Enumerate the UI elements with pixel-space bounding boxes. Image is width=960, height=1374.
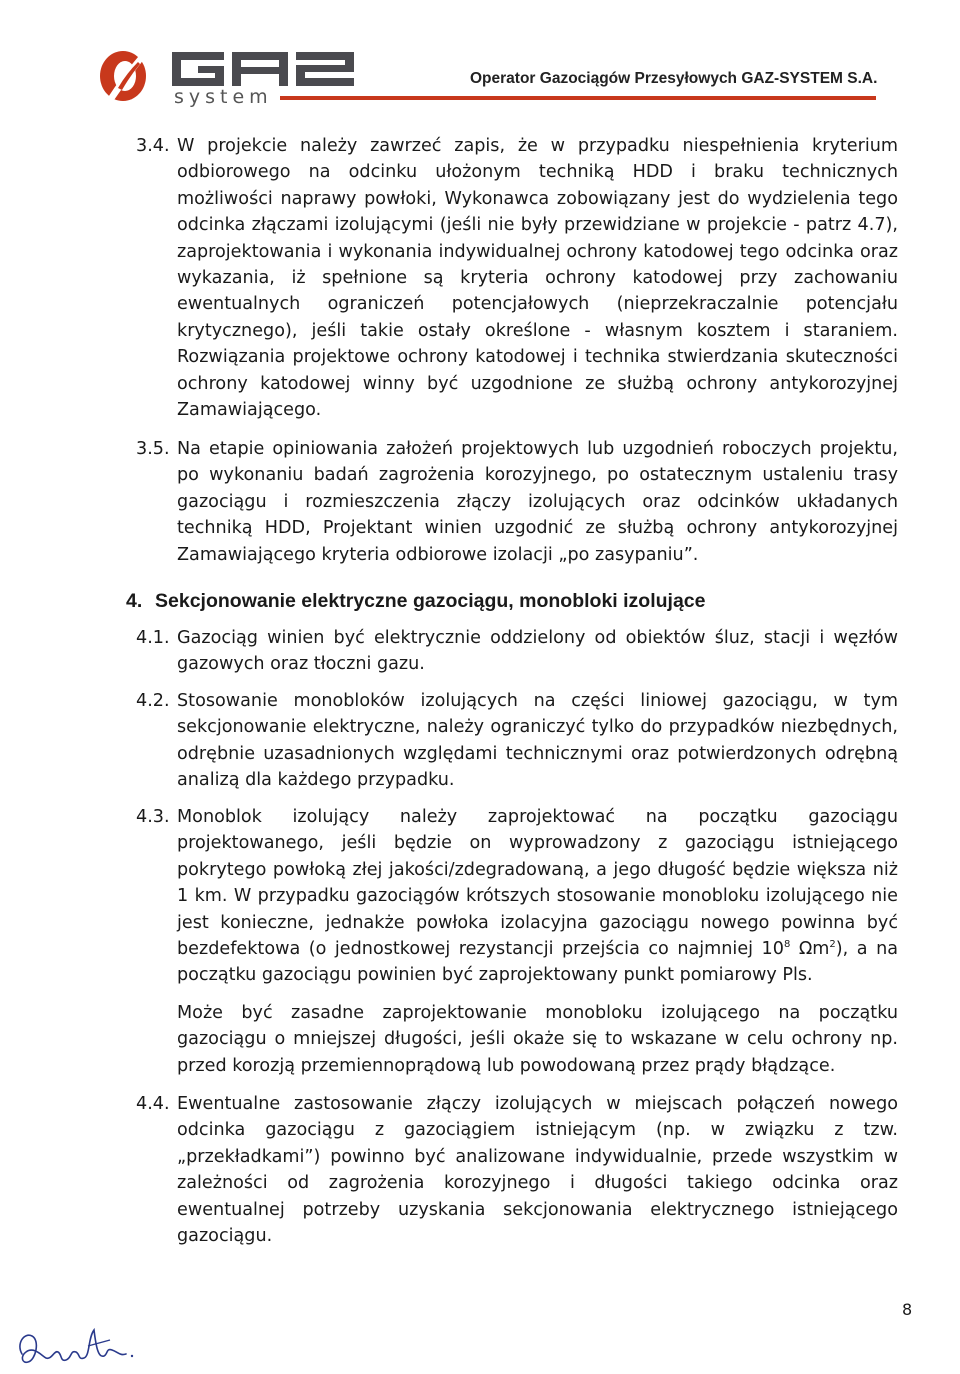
page-number: 8 [902,1300,913,1319]
header-rule [280,96,876,100]
handwritten-signature [14,1316,144,1372]
clause-number: 4.3. [136,807,170,827]
clause-text: Stosowanie monobloków izolujących na części liniowej gazociągu, w tym sekcjonowanie elektryczne, należy ograniczyć tylko do przypadków niezbędnych, odrębnie uzasadnionych względami technicznymi oraz potwierdzonych odrębną analizą dla każdego przypadku. [177,691,898,791]
clause-text-part: Monoblok izolujący należy zaprojektować na początku gazociągu projektowanego, jeśli będzie on wyprowadzony z gazociągu istniejącego pokrytego powłoką złej jakości/zdegradowaną, a jego długość będzie większa niż 1 km. W przypadku gazociągów krótszych stosowanie monobloku izolującego nie jest konieczne, jednakże powłoka izolacyjna gazociągu nowego powinna być bezdefektowa (o jednostkowej rezystancji przejścia co najmniej 10 [177,807,898,960]
clause-text [177,804,898,989]
clause-number: 4.4. [136,1094,170,1114]
clause-number: 4.1. [136,628,170,648]
clause-4-3 [136,804,898,989]
clause-4-3-paragraph-2: Może być zasadne zaprojektowanie monobloku izolującego na początku gazociągu o mniejszej długości, jeśli okaże się to wskazane w celu ochrony np. przed korozją przemiennoprądową lub powodowaną przez prądy błądzące. [177,1003,898,1076]
clause-text-part: ), a na początku gazociągu powinien być zaprojektowany punkt pomiarowy Pls. [177,939,898,986]
clause-text: Ewentualne zastosowanie złączy izolujących w miejscach połączeń nowego odcinka gazociągu z gazociągiem istniejącym (np. w związku z tzw. „przekładkami”) powinno być analizowane indywidualnie, przede wszystkim w zależności od zagrożenia korozyjnego i długości takiego odcinka oraz ewentualnej potrzeby uzyskania sekcjonowania elektrycznego istniejącego gazociągu. [177,1094,898,1247]
clause-4-1 [136,625,898,678]
clause-text-part: Ωm [790,939,830,960]
flame-emblem-icon [100,50,148,106]
section-heading [126,588,846,614]
superscript: 8 [783,939,791,951]
clause-number: 3.5. [136,439,170,459]
clause-3-5 [136,436,898,568]
clause-3-4 [136,133,898,423]
superscript: 2 [829,939,836,951]
clause-text: W projekcie należy zawrzeć zapis, że w przypadku niespełnienia kryterium odbiorowego na odcinku ułożonym techniką HDD i braku technicznych możliwości naprawy powłoki, Wykonawca zobowiązany jest do wydzielenia tego odcinka złączami izolującymi (jeśli nie były przewidziane w projekcie - patrz 4.7), zaprojektowania i wykonania indywidualnej ochrony katodowej tego odcinka oraz wykazania, iż spełnione są kryteria ochrony katodowej przy zachowaniu ewentualnych ograniczeń potencjałowych (nieprzekraczalnie potencjału krytycznego), jeśli takie ostały określone - własnym kosztem i staraniem. Rozwiązania projektowe ochrony katodowej i technika stwierdzania skuteczności ochrony katodowej winny być uzgodnione ze służbą ochrony antykorozyjnej Zamawiającego. [177,136,898,421]
clause-text: Na etapie opiniowania założeń projektowych lub uzgodnień roboczych projektu, po wykonaniu badań zagrożenia korozyjnego, po ostatecznym ustaleniu trasy gazociągu i rozmieszczenia złączy izolujących oraz odcinków układanych techniką HDD, Projektant winien uzgodnić ze służbą ochrony antykorozyjnej Zamawiającego kryteria odbiorowe izolacji „po zasypaniu”. [177,439,898,565]
company-name: Operator Gazociągów Przesyłowych GAZ-SYSTEM S.A. [470,70,878,87]
clause-text: Gazociąg winien być elektrycznie oddzielony od obiektów śluz, stacji i węzłów gazowych oraz tłoczni gazu. [177,628,898,675]
clause-number: 4.2. [136,691,170,711]
logo-letters [172,52,354,86]
section-title: Sekcjonowanie elektryczne gazociągu, monobloki izolujące [155,590,706,612]
clause-4-4 [136,1091,898,1249]
section-number: 4. [126,590,143,612]
clause-4-2 [136,688,898,794]
logo-subtitle: system [174,86,273,108]
clause-number: 3.4. [136,136,170,156]
